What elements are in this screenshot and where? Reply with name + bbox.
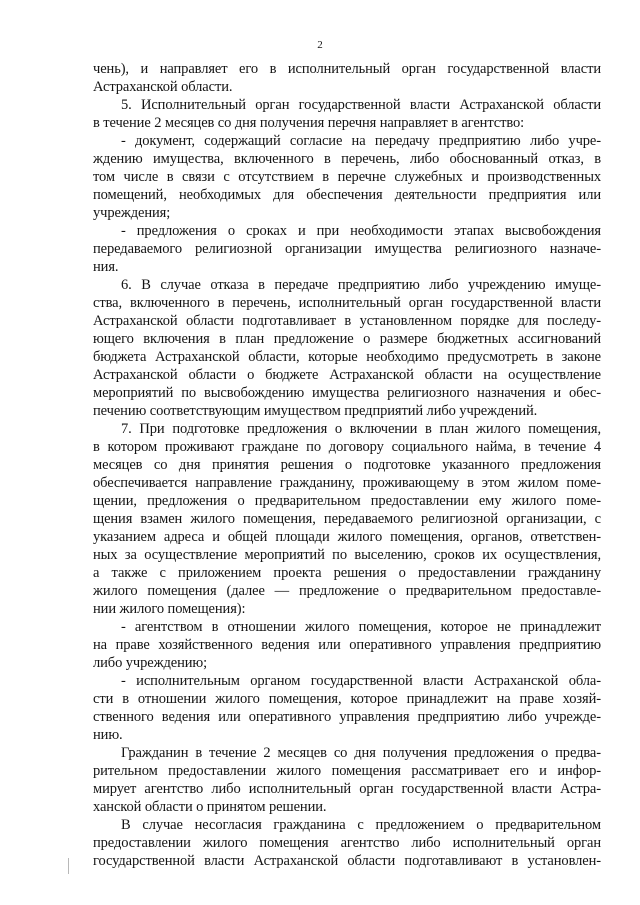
- text-line: Гражданин в течение 2 месяцев со дня получения предложения о предва-: [121, 745, 601, 761]
- text-line: указанием адреса и общей площади жилого помещения, органов, ответствен-: [93, 529, 601, 545]
- text-line: помещений, необходимых для обеспечения деятельности предприятия или: [93, 187, 601, 203]
- text-line: рительном предоставлении жилого помещения рассматривает его и инфор-: [93, 763, 601, 779]
- text-line: - исполнительным органом государственной власти Астраханской обла-: [121, 673, 601, 689]
- text-line: бюджета Астраханской области, которые необходимо предусмотреть в законе: [93, 349, 601, 365]
- text-line: сти в отношении жилого помещения, которое принадлежит на праве хозяй-: [93, 691, 601, 707]
- text-line: жилого помещения (далее — предложение о предварительном предоставле-: [93, 583, 601, 599]
- text-line: ющего включения в план предложение о размере бюджетных ассигнований: [93, 331, 601, 347]
- text-line: - предложения о сроках и при необходимости этапах высвобождения: [121, 223, 601, 239]
- text-line: ства, включенного в перечень, исполнительный орган государственной власти: [93, 295, 601, 311]
- text-line: 6. В случае отказа в передаче предприятию либо учреждению имуще-: [121, 277, 601, 293]
- text-line: ханской области о принятом решении.: [93, 799, 327, 815]
- text-line: а также с приложением проекта решения о предоставлении гражданину: [93, 565, 601, 581]
- text-line: передаваемого религиозной организации имущества религиозного назначе-: [93, 241, 601, 257]
- text-line: ных за осуществление мероприятий по выселению, сроков их осуществления,: [93, 547, 601, 563]
- text-line: - агентством в отношении жилого помещения, которое не принадлежит: [121, 619, 601, 635]
- text-line: либо учреждению;: [93, 655, 208, 671]
- text-line: Астраханской области подготавливает в установленном порядке для последу-: [93, 313, 601, 329]
- text-line: в котором проживают граждане по договору социального найма, в течение 4: [93, 439, 601, 455]
- text-line: том числе в связи с отсутствием в перечне служебных и производственных: [93, 169, 601, 185]
- text-line: Астраханской области.: [93, 79, 233, 95]
- text-line: ждению имущества, включенного в перечень, либо обоснованный отказ, в: [93, 151, 601, 167]
- text-line: учреждения;: [93, 205, 171, 221]
- text-line: ния.: [93, 259, 119, 275]
- page-number: 2: [317, 39, 323, 51]
- text-line: мероприятий по высвобождению имущества религиозного назначения и обес-: [93, 385, 601, 401]
- text-line: чень), и направляет его в исполнительный орган государственной власти: [93, 61, 601, 77]
- text-line: на праве хозяйственного ведения или оперативного управления предприятию: [93, 637, 601, 653]
- text-line: Астраханской области о бюджете Астраханской области на осуществление: [93, 367, 601, 383]
- document-body: [93, 60, 601, 870]
- text-line: нию.: [93, 727, 123, 743]
- text-line: обеспечивается направление гражданину, проживающему в этом жилом поме-: [93, 475, 601, 491]
- text-line: мирует агентство либо исполнительный орган государственной власти Астра-: [93, 781, 601, 797]
- text-line: государственной власти Астраханской области подготавливают в установлен-: [93, 853, 601, 869]
- text-line: печению соответствующим имуществом предприятий либо учреждений.: [93, 403, 538, 419]
- text-line: 7. При подготовке предложения о включении в план жилого помещения,: [121, 421, 601, 437]
- text-line: ственного ведения или оперативного управления предприятию либо учрежде-: [93, 709, 601, 725]
- text-line: месяцев со дня принятия решения о подготовке указанного предложения: [93, 457, 601, 473]
- margin-mark: [68, 858, 69, 874]
- text-line: нии жилого помещения):: [93, 601, 246, 617]
- text-line: предоставлении жилого помещения агентство либо исполнительный орган: [93, 835, 601, 851]
- text-line: 5. Исполнительный орган государственной власти Астраханской области: [121, 97, 601, 113]
- text-line: - документ, содержащий согласие на передачу предприятию либо учре-: [121, 133, 601, 149]
- text-line: В случае несогласия гражданина с предложением о предварительном: [121, 817, 601, 833]
- text-line: щения взамен жилого помещения, передаваемого религиозной организации, с: [93, 511, 601, 527]
- text-line: в течение 2 месяцев со дня получения перечня направляет в агентство:: [93, 115, 525, 131]
- text-line: щении, предложения о предварительном предоставлении ему жилого поме-: [93, 493, 601, 509]
